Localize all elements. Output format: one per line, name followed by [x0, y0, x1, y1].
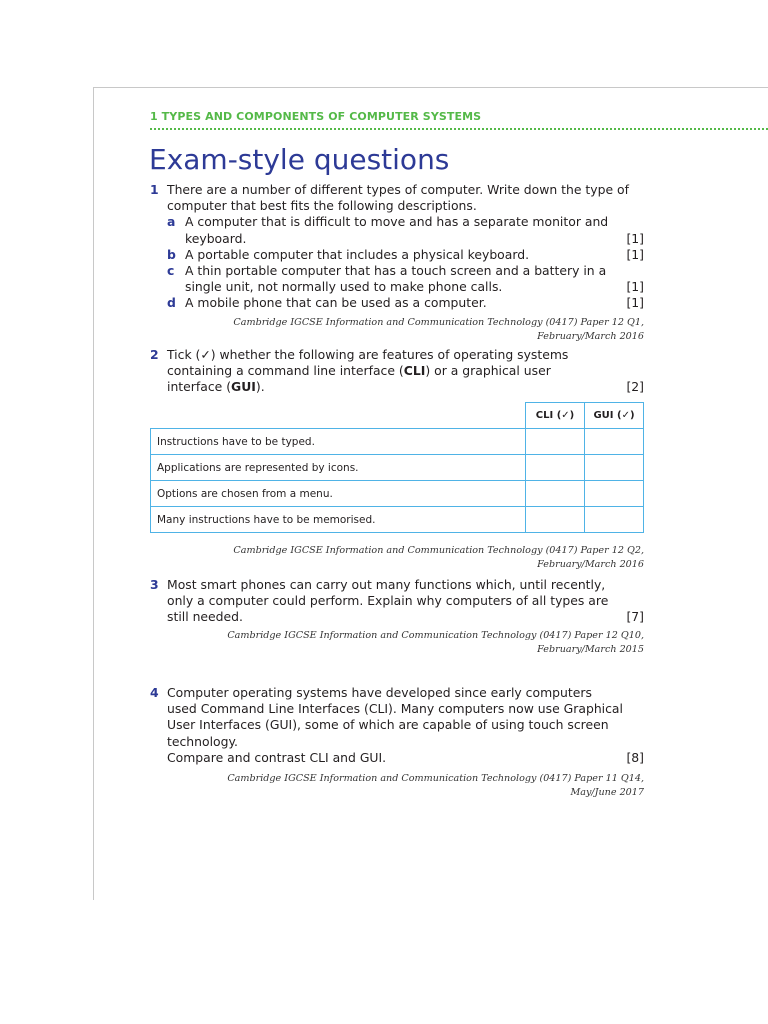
- question-number: 4: [150, 685, 159, 700]
- page-border-top: [93, 87, 768, 88]
- question-text-line: User Interfaces (GUI), some of which are capable of using touch screen: [167, 717, 609, 733]
- question-text-line: only a computer could perform. Explain why computers of all types are: [167, 593, 609, 609]
- question-text-line: computer that best fits the following descriptions.: [167, 198, 477, 214]
- dotted-divider: [150, 128, 768, 130]
- column-header-gui: GUI (✓): [585, 403, 644, 429]
- table-row: [151, 481, 644, 507]
- mark-allocation: [1]: [626, 246, 644, 262]
- part-text-line: single unit, not normally used to make phone calls. [1]: [185, 279, 644, 295]
- part-text-line: A thin portable computer that has a touch screen and a battery in a: [185, 263, 607, 279]
- tick-cell-cli[interactable]: [526, 455, 585, 481]
- page-border-left: [93, 87, 94, 900]
- question-text-line: There are a number of different types of computer. Write down the type of: [167, 182, 629, 197]
- question-source: Cambridge IGCSE Information and Communication Technology (0417) Paper 12 Q10, February/March 2015: [227, 630, 644, 655]
- question-text-line: Computer operating systems have developed since early computers: [167, 685, 592, 700]
- part-letter: c: [167, 263, 175, 279]
- mark-allocation: [1]: [626, 230, 644, 246]
- question-text-line: interface (GUI). [2]: [167, 379, 644, 395]
- question-2: [150, 347, 644, 396]
- question-part-b: [167, 247, 644, 263]
- table-row: [151, 507, 644, 533]
- part-text-line: A computer that is difficult to move and has a separate monitor and: [185, 214, 609, 230]
- part-text-line: keyboard. [1]: [185, 230, 644, 246]
- chapter-heading: 1 TYPES AND COMPONENTS OF COMPUTER SYSTEMS: [150, 110, 482, 123]
- row-statement: Many instructions have to be memorised.: [151, 507, 526, 533]
- part-text-line: A mobile phone that can be used as a computer. [1]: [185, 295, 644, 311]
- question-text-line: containing a command line interface (CLI) or a graphical user: [167, 363, 551, 379]
- question-source: Cambridge IGCSE Information and Communication Technology (0417) Paper 12 Q1, February/March 2016: [233, 317, 644, 342]
- tick-table: [150, 402, 644, 533]
- question-text-line: Most smart phones can carry out many functions which, until recently,: [167, 577, 606, 592]
- tick-cell-gui[interactable]: [585, 455, 644, 481]
- question-3: [150, 577, 644, 626]
- question-1: [150, 182, 644, 312]
- question-text-line: Compare and contrast CLI and GUI. [8]: [167, 749, 644, 765]
- question-text-line: technology.: [167, 733, 238, 749]
- question-number: 2: [150, 347, 159, 362]
- tick-cell-cli[interactable]: [526, 481, 585, 507]
- part-text-line: A portable computer that includes a physical keyboard. [1]: [185, 246, 644, 262]
- question-part-d: [167, 295, 644, 311]
- column-header-cli: CLI (✓): [526, 403, 585, 429]
- question-text-line: used Command Line Interfaces (CLI). Many computers now use Graphical: [167, 701, 623, 717]
- tick-cell-gui[interactable]: [585, 429, 644, 455]
- part-letter: b: [167, 246, 176, 262]
- question-source: Cambridge IGCSE Information and Communication Technology (0417) Paper 12 Q2, February/March 2016: [233, 545, 644, 570]
- question-part-a: [167, 214, 644, 246]
- question-4: [150, 685, 644, 766]
- tick-cell-gui[interactable]: [585, 507, 644, 533]
- mark-allocation: [7]: [626, 609, 644, 625]
- tick-cell-gui[interactable]: [585, 481, 644, 507]
- question-text-line: still needed. [7]: [167, 609, 644, 625]
- tick-cell-cli[interactable]: [526, 429, 585, 455]
- question-number: 1: [150, 182, 159, 197]
- mark-allocation: [2]: [626, 379, 644, 395]
- mark-allocation: [8]: [626, 749, 644, 765]
- mark-allocation: [1]: [626, 279, 644, 295]
- row-statement: Instructions have to be typed.: [151, 429, 526, 455]
- mark-allocation: [1]: [626, 295, 644, 311]
- question-part-c: [167, 263, 644, 295]
- question-number: 3: [150, 577, 159, 592]
- table-row: [151, 429, 644, 455]
- table-header-row: [151, 403, 644, 429]
- question-source: Cambridge IGCSE Information and Communication Technology (0417) Paper 11 Q14, May/June 2017: [227, 773, 644, 798]
- table-row: [151, 455, 644, 481]
- row-statement: Options are chosen from a menu.: [151, 481, 526, 507]
- page-title: Exam-style questions: [149, 143, 450, 176]
- question-text-line: Tick (✓) whether the following are features of operating systems: [167, 347, 569, 362]
- part-letter: d: [167, 295, 176, 311]
- part-letter: a: [167, 214, 176, 230]
- row-statement: Applications are represented by icons.: [151, 455, 526, 481]
- tick-cell-cli[interactable]: [526, 507, 585, 533]
